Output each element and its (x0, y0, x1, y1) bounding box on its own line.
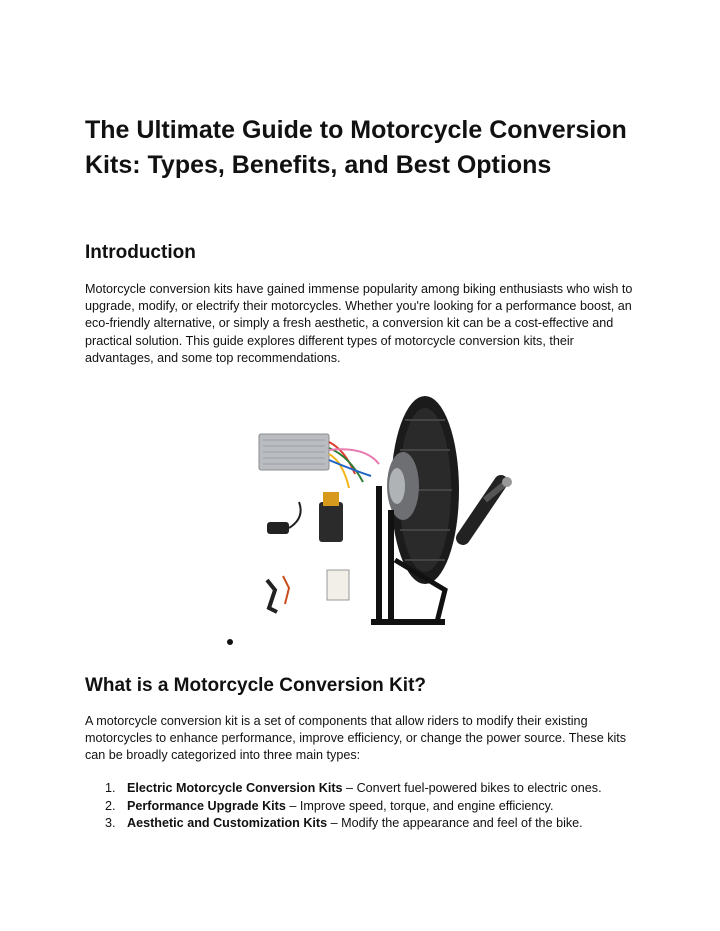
list-item-name: Electric Motorcycle Conversion Kits (127, 781, 343, 795)
section-heading: What is a Motorcycle Conversion Kit? (85, 675, 426, 696)
list-item-description: – Improve speed, torque, and engine efficiency. (285, 798, 554, 813)
list-item-name: Performance Upgrade Kits (127, 798, 286, 813)
list-number: 1. (105, 781, 116, 795)
list-number: 2. (105, 798, 116, 813)
list-item-description: – Modify the appearance and feel of the bike. (327, 816, 583, 830)
document-title: The Ultimate Guide to Motorcycle Conversion Kits: Types, Benefits, and Best Options (85, 116, 627, 179)
list-item (85, 780, 665, 798)
kit-types-list (85, 780, 665, 833)
intro-heading: Introduction (85, 242, 196, 263)
intro-paragraph: Motorcycle conversion kits have gained immense popularity among biking enthusiasts who wish to upgrade, modify, or electrify their motorcycles. Whether you're looking for a performance boost, an eco-friendly alternative, or simply a fresh aesthetic, a conversion kit can be a cost-effective and practical solution. This guide explores different types of motorcycle conversion kits, their advantages, and some top recommendations. (85, 282, 633, 365)
list-item-description: – Convert fuel-powered bikes to electric ones. (342, 781, 602, 795)
conversion-kit-image (245, 390, 535, 630)
list-item-name: Aesthetic and Customization Kits (127, 816, 328, 830)
list-number: 3. (105, 816, 116, 830)
list-item (85, 798, 665, 816)
list-item (85, 815, 665, 833)
electric-motorcycle-conversion-kit-photo (245, 390, 535, 630)
section-paragraph: A motorcycle conversion kit is a set of components that allow riders to modify their existing motorcycles to enhance performance, improve efficiency, or change the power source. These kits can be broadly categorized into three main types: (85, 714, 627, 763)
bullet-marker (227, 639, 233, 645)
